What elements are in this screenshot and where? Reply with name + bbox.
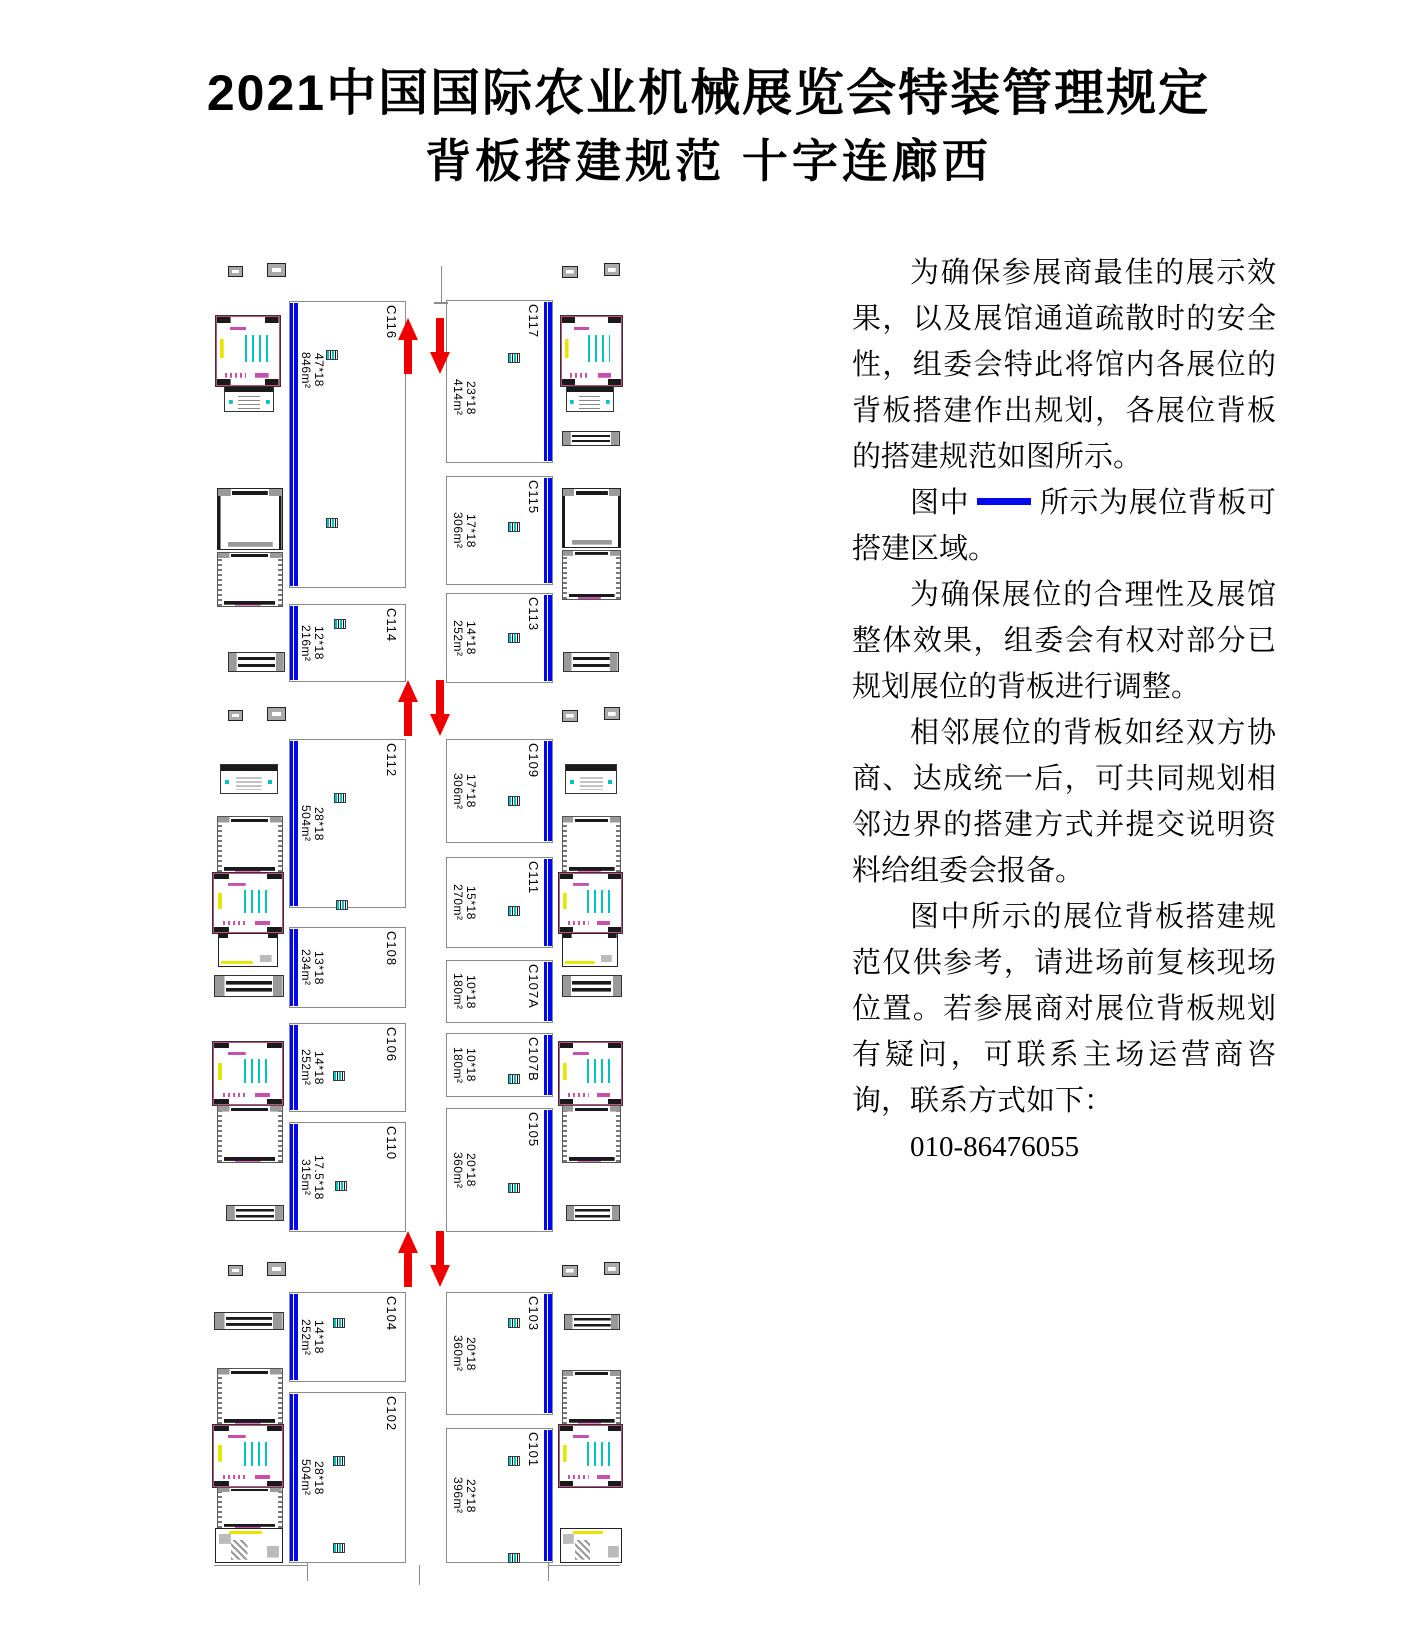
booth-id-label: C107A xyxy=(526,964,541,1009)
booth-size-label xyxy=(451,477,477,584)
booth-dimensions: 17*18 xyxy=(464,513,478,548)
booth-size-label xyxy=(451,740,477,842)
up-arrow-icon xyxy=(398,1231,418,1292)
booth-size-label xyxy=(451,1293,477,1414)
ceiling-fixture xyxy=(604,263,620,276)
booth-area: 414m² xyxy=(451,379,465,416)
booth-id-label: C115 xyxy=(526,480,541,515)
ceiling-fixture xyxy=(267,707,286,721)
ceiling-fixture xyxy=(562,710,578,722)
booth-area: 396m² xyxy=(451,1477,465,1514)
ceiling-fixture xyxy=(604,707,620,720)
booth-id-label: C113 xyxy=(526,597,541,632)
floor-outlet-icon xyxy=(334,619,346,629)
facility-stairs-plan xyxy=(566,386,614,412)
backboard-zone-bar xyxy=(290,1025,298,1110)
booth-id-label: C112 xyxy=(384,743,399,778)
wall-line xyxy=(419,1565,420,1585)
booth-dimensions: 20*18 xyxy=(464,1336,478,1371)
floor-outlet-icon xyxy=(335,1181,347,1191)
page-subtitle: 背板搭建规范 十字连廊西 xyxy=(425,135,992,187)
booth-id-label: C111 xyxy=(526,861,541,895)
facility-hbar-plan xyxy=(226,1205,284,1221)
booth-id-label: C108 xyxy=(384,931,399,967)
floor-outlet-icon xyxy=(333,1456,345,1466)
floor-outlet-icon xyxy=(508,353,520,363)
booth-dimensions: 14*18 xyxy=(464,621,478,655)
booth-C106 xyxy=(289,1023,406,1112)
backboard-zone-bar xyxy=(290,1394,298,1561)
booth-area: 252m² xyxy=(451,619,465,657)
facility-hbar-plan xyxy=(214,975,284,997)
floor-outlet-icon xyxy=(326,518,338,528)
booth-size-label xyxy=(299,302,325,439)
booth-C104 xyxy=(289,1292,406,1382)
wall-line xyxy=(548,1565,620,1566)
booth-dimensions: 22*18 xyxy=(464,1478,478,1513)
ceiling-fixture xyxy=(267,1262,286,1276)
booth-dimensions: 13*18 xyxy=(312,950,326,985)
booth-id-label: C117 xyxy=(526,304,541,339)
booth-area: 360m² xyxy=(451,1335,465,1372)
facility-bottomroom-plan xyxy=(215,1528,283,1563)
booth-dimensions: 28*18 xyxy=(312,806,326,841)
booth-area: 315m² xyxy=(299,1158,313,1196)
page-title: 2021中国国际农业机械展览会特装管理规定 xyxy=(206,65,1211,121)
booth-area: 234m² xyxy=(299,949,313,986)
booth-dimensions: 10*18 xyxy=(464,974,478,1009)
floor-outlet-icon xyxy=(508,1074,520,1084)
facility-roomyellow-plan xyxy=(218,933,278,967)
booth-size-label xyxy=(451,858,477,947)
facility-roomdot-plan xyxy=(562,550,621,600)
booth-area: 306m² xyxy=(451,772,465,810)
facility-restroom-plan xyxy=(559,1042,622,1105)
backboard-zone-bar xyxy=(544,859,552,946)
booth-dimensions: 14*18 xyxy=(312,1320,326,1354)
up-arrow-icon xyxy=(398,680,418,741)
booth-area: 252m² xyxy=(299,1049,313,1086)
backboard-zone-bar xyxy=(290,741,298,906)
facility-hbar-plan xyxy=(562,975,622,997)
facility-roomdot-plan xyxy=(217,1368,283,1425)
facility-roomdot-plan xyxy=(562,816,621,873)
facility-stairs-plan xyxy=(224,386,274,412)
facility-roomyellow-plan xyxy=(562,933,618,967)
booth-size-label xyxy=(451,594,477,682)
backboard-zone-bar xyxy=(290,1294,298,1380)
facility-roomdot-plan xyxy=(562,1105,621,1163)
ceiling-fixture xyxy=(562,266,578,278)
down-arrow-icon xyxy=(430,318,450,379)
booth-area: 180m² xyxy=(451,973,465,1010)
facility-restroom-plan xyxy=(559,1425,622,1487)
booth-id-label: C109 xyxy=(526,743,541,779)
booth-area: 504m² xyxy=(299,1459,313,1496)
booth-C112 xyxy=(289,739,406,908)
booth-dimensions: 17.5*18 xyxy=(312,1154,326,1200)
note-paragraph-1: 为确保参展商最佳的展示效果，以及展馆通道疏散时的安全性，组委会特此将馆内各展位的背板搭建作出规划，各展位背板的搭建规范如图所示。 xyxy=(852,257,1276,473)
backboard-zone-bar xyxy=(544,302,552,461)
booth-id-label: C110 xyxy=(384,1126,399,1161)
booth-dimensions: 12*18 xyxy=(312,626,326,660)
facility-restroom-plan xyxy=(216,316,280,386)
facility-stairs-plan xyxy=(220,764,278,794)
backboard-zone-bar xyxy=(544,741,552,841)
floor-outlet-icon xyxy=(326,350,338,360)
booth-C111 xyxy=(446,857,553,948)
floor-outlet-icon xyxy=(333,1318,345,1328)
booth-dimensions: 14*18 xyxy=(312,1050,326,1085)
booth-dimensions: 17*18 xyxy=(464,774,478,808)
booth-area: 216m² xyxy=(299,624,313,662)
note-paragraph-2: 为确保展位的合理性及展馆整体效果，组委会有权对部分已规划展位的背板进行调整。 xyxy=(852,579,1276,703)
booth-size-label xyxy=(299,1024,325,1111)
up-arrow-icon xyxy=(398,318,418,379)
booth-C110 xyxy=(289,1122,406,1232)
booth-dimensions: 28*18 xyxy=(312,1460,326,1495)
booth-size-label xyxy=(451,1109,477,1231)
backboard-zone-bar xyxy=(544,1110,552,1230)
booth-size-label xyxy=(451,961,477,1022)
facility-restroom-plan xyxy=(213,1042,283,1105)
booth-area: 846m² xyxy=(299,352,313,389)
ceiling-fixture xyxy=(228,710,243,721)
facility-hbar-plan xyxy=(563,652,619,672)
booth-size-label xyxy=(299,605,325,681)
floor-outlet-icon xyxy=(508,906,520,916)
note-paragraph-4: 图中所示的展位背板搭建规范仅供参考，请进场前复核现场位置。若参展商对展位背板规划有疑问，可联系主场运营商咨询，联系方式如下： xyxy=(852,901,1276,1117)
booth-area: 306m² xyxy=(451,512,465,549)
ceiling-fixture xyxy=(228,266,243,277)
facility-restroom-plan xyxy=(213,873,283,933)
floor-outlet-icon xyxy=(508,1183,520,1193)
facility-roomdot-plan xyxy=(217,1487,283,1529)
booth-C117 xyxy=(446,300,553,463)
booth-C107B xyxy=(446,1033,553,1097)
booth-size-label xyxy=(299,928,325,1007)
backboard-zone-bar xyxy=(290,1124,298,1230)
wall-line xyxy=(214,1565,308,1566)
contact-phone: 010-86476055 xyxy=(910,1131,1080,1163)
backboard-zone-bar xyxy=(544,1430,552,1561)
booth-dimensions: 10*18 xyxy=(464,1048,478,1082)
booth-area: 252m² xyxy=(299,1318,313,1356)
booth-area: 360m² xyxy=(451,1151,465,1189)
backboard-zone-bar xyxy=(290,606,298,680)
ceiling-fixture xyxy=(228,1265,243,1276)
booth-C114 xyxy=(289,604,406,682)
booth-C113 xyxy=(446,593,553,683)
booth-id-label: C105 xyxy=(526,1112,541,1148)
floor-outlet-icon xyxy=(508,1318,520,1328)
down-arrow-icon xyxy=(430,680,450,741)
booth-id-label: C101 xyxy=(526,1432,541,1468)
booth-dimensions: 23*18 xyxy=(464,380,478,415)
facility-roomdot-plan xyxy=(217,552,283,607)
booth-size-label xyxy=(451,333,477,462)
ceiling-fixture xyxy=(604,1262,620,1275)
backboard-zone-bar xyxy=(544,1035,552,1095)
facility-stairs-plan xyxy=(565,764,617,794)
note-paragraph-3: 相邻展位的背板如经双方协商、达成统一后，可共同规划相邻边界的搭建方式并提交说明资料给组委会报备。 xyxy=(852,717,1276,887)
booth-C105 xyxy=(446,1108,553,1232)
booth-dimensions: 15*18 xyxy=(464,885,478,920)
wall-line xyxy=(434,302,448,304)
booth-size-label xyxy=(299,1293,325,1381)
booth-id-label: C116 xyxy=(384,305,399,340)
booth-C108 xyxy=(289,927,406,1008)
backboard-zone-bar xyxy=(544,1294,552,1413)
wall-line xyxy=(441,266,442,303)
booth-id-label: C102 xyxy=(384,1396,399,1432)
ceiling-fixture xyxy=(267,263,286,277)
booth-C109 xyxy=(446,739,553,843)
backboard-zone-bar xyxy=(544,595,552,681)
facility-restroom-plan xyxy=(559,873,622,933)
booth-size-label xyxy=(299,1393,325,1562)
booth-dimensions: 20*18 xyxy=(464,1153,478,1187)
booth-id-label: C103 xyxy=(526,1296,541,1332)
floor-outlet-icon xyxy=(333,1543,345,1553)
backboard-zone-bar xyxy=(544,478,552,583)
booth-C116 xyxy=(289,301,406,588)
backboard-zone-bar xyxy=(544,962,552,1021)
facility-hbar-plan xyxy=(564,1314,620,1330)
booth-area: 504m² xyxy=(299,805,313,842)
booth-area: 180m² xyxy=(451,1046,465,1084)
floor-outlet-icon xyxy=(508,1456,520,1466)
floor-outlet-icon xyxy=(508,796,520,806)
backboard-zone-bar xyxy=(290,303,298,586)
down-arrow-icon xyxy=(430,1231,450,1292)
facility-room-plan xyxy=(217,488,283,550)
booth-size-label xyxy=(451,1429,477,1562)
floor-outlet-icon xyxy=(508,633,520,643)
ceiling-fixture xyxy=(562,1265,578,1277)
facility-hbar-plan xyxy=(214,1312,284,1330)
backboard-zone-bar xyxy=(290,929,298,1006)
booth-size-label xyxy=(299,1123,325,1231)
booth-area: 270m² xyxy=(451,884,465,921)
booth-C103 xyxy=(446,1292,553,1415)
booth-C102 xyxy=(289,1392,406,1563)
floor-outlet-icon xyxy=(508,522,520,532)
booth-C115 xyxy=(446,476,553,585)
facility-hbar-plan xyxy=(562,431,620,446)
booth-id-label: C106 xyxy=(384,1027,399,1063)
facility-room-plan xyxy=(562,488,621,548)
booth-id-label: C107B xyxy=(526,1037,541,1082)
wall-line xyxy=(548,1563,549,1581)
facility-bottomroom-plan xyxy=(560,1528,622,1563)
booth-dimensions: 47*18 xyxy=(312,353,326,388)
facility-roomdot-plan xyxy=(562,1370,621,1425)
booth-C107A xyxy=(446,960,553,1023)
facility-restroom-plan xyxy=(561,316,622,386)
booth-size-label xyxy=(299,740,325,907)
facility-hbar-plan xyxy=(228,652,285,672)
floor-outlet-icon xyxy=(508,1553,520,1563)
floor-outlet-icon xyxy=(336,900,348,910)
floor-outlet-icon xyxy=(334,793,346,803)
facility-roomdot-plan xyxy=(217,816,283,873)
wall-line xyxy=(307,1563,308,1581)
facility-roomdot-plan xyxy=(217,1105,283,1163)
booth-id-label: C114 xyxy=(384,608,399,643)
booth-C101 xyxy=(446,1428,553,1563)
legend-text-before: 图中 xyxy=(910,487,970,519)
booth-size-label xyxy=(451,1034,477,1096)
facility-hbar-plan xyxy=(566,1205,620,1221)
floor-outlet-icon xyxy=(333,1071,345,1081)
legend-text-after: 所示为展位背板可搭建区域。 xyxy=(852,487,1276,565)
booth-id-label: C104 xyxy=(384,1296,399,1332)
facility-restroom-plan xyxy=(213,1425,283,1487)
